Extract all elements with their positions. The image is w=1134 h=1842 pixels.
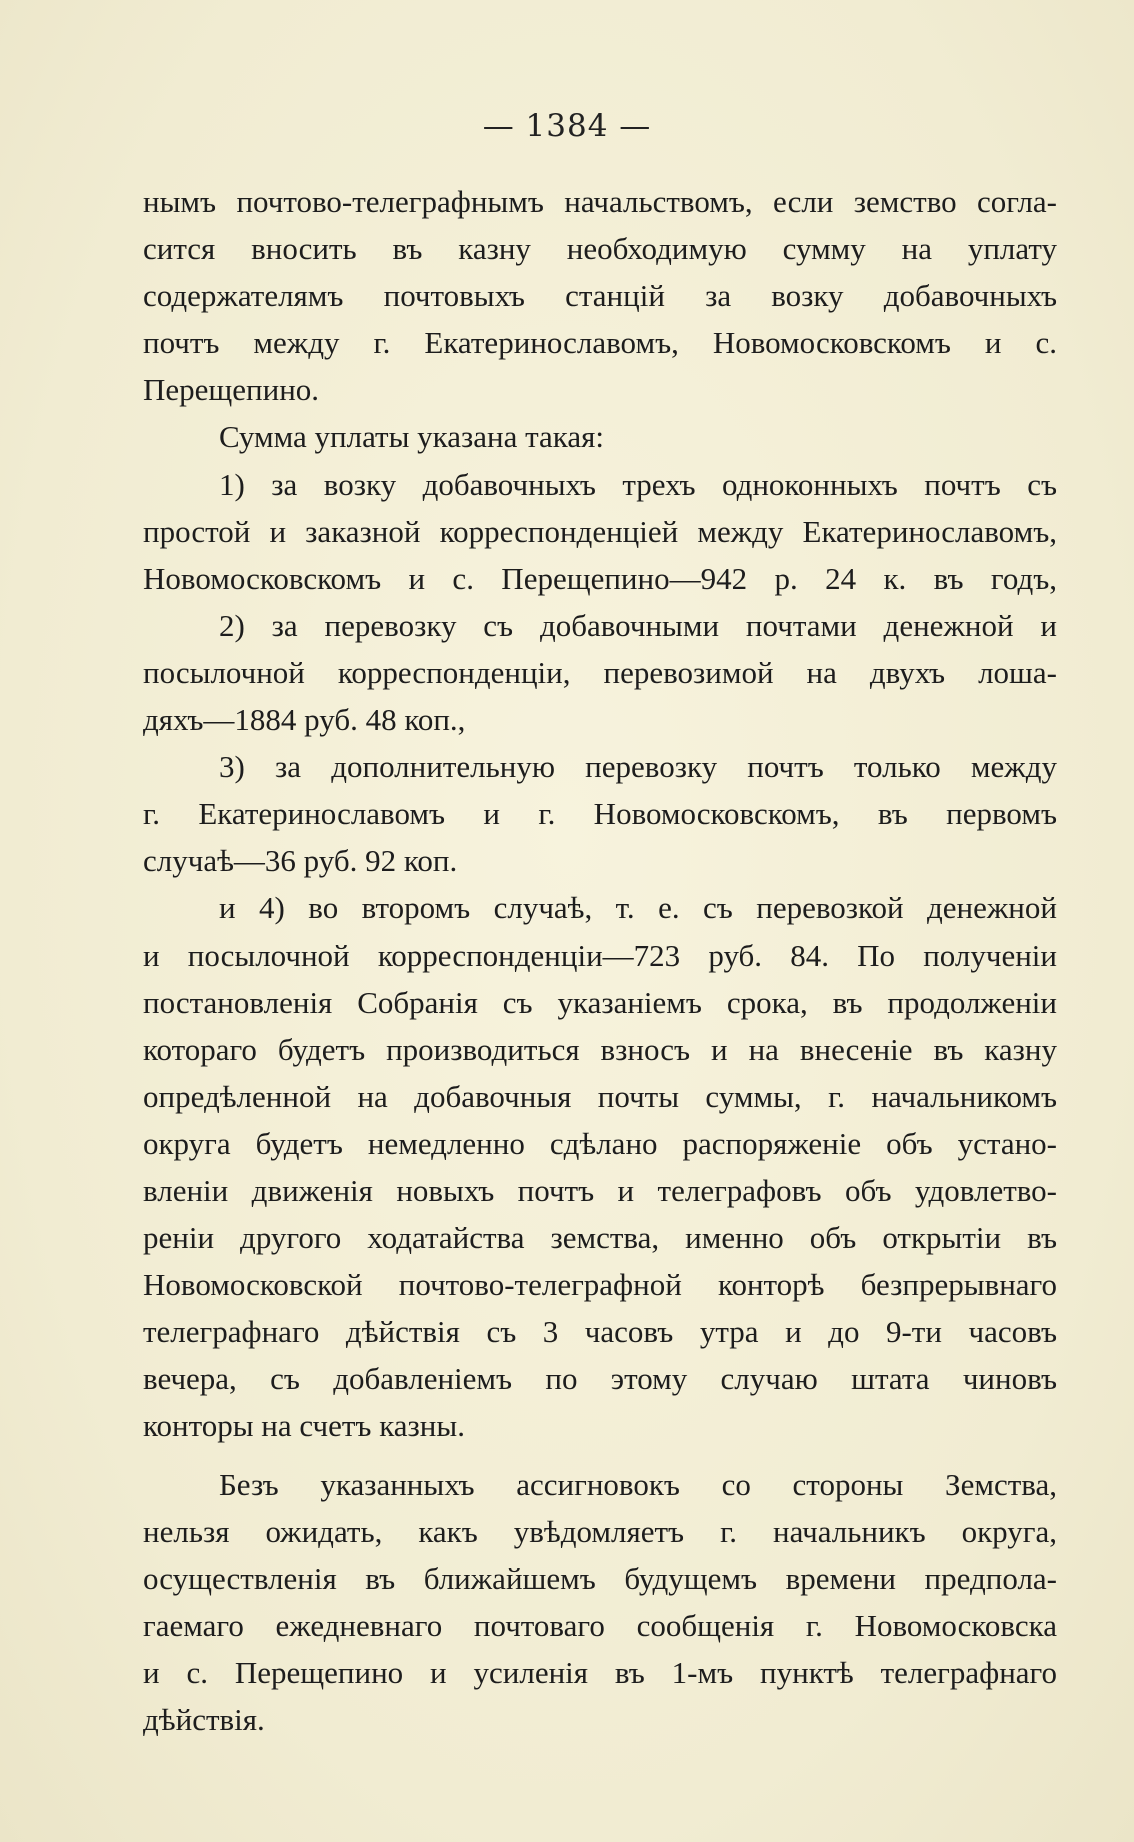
- text-line: опредѣленной на добавочныя почты суммы, г. начальникомъ: [143, 1078, 1057, 1114]
- text-line: случаѣ—36 руб. 92 коп.: [143, 843, 458, 879]
- text-line: 2) за перевозку съ добавочными почтами денежной и: [219, 607, 1057, 643]
- text-line: почтъ между г. Екатеринославомъ, Новомосковскомъ и с.: [143, 325, 1057, 361]
- text-line: конторы на счетъ казны.: [143, 1408, 465, 1444]
- text-line: и 4) во второмъ случаѣ, т. е. съ перевозкой денежной: [219, 890, 1057, 926]
- text-line: дѣйствія.: [143, 1702, 265, 1737]
- text-line: Безъ указанныхъ ассигновокъ со стороны Земства,: [219, 1466, 1057, 1502]
- text-line: округа будетъ немедленно сдѣлано распоряженіе объ устано-: [143, 1125, 1057, 1161]
- text-line: телеграфнаго дѣйствія съ 3 часовъ утра и до 9-ти часовъ: [143, 1314, 1057, 1350]
- page-number: — 1384 —: [482, 108, 652, 144]
- text-line: Сумма уплаты указана такая:: [219, 419, 605, 455]
- text-line: Перещепино.: [143, 372, 320, 408]
- text-line: Новомосковскомъ и с. Перещепино—942 р. 24 к. въ годъ,: [143, 560, 1057, 596]
- text-line: 3) за дополнительную перевозку почтъ только между: [219, 749, 1057, 785]
- text-line: вленіи движенія новыхъ почтъ и телеграфовъ объ удовлетво-: [143, 1172, 1057, 1208]
- text-line: Новомосковской почтово-телеграфной конторѣ безпрерывнаго: [143, 1267, 1057, 1303]
- text-line: сится вносить въ казну необходимую сумму на уплату: [143, 231, 1057, 267]
- text-line: простой и заказной корреспонденціей между Екатеринославомъ,: [143, 513, 1057, 549]
- text-line: содержателямъ почтовыхъ станцій за возку добавочныхъ: [143, 278, 1057, 314]
- text-line: нымъ почтово-телеграфнымъ начальствомъ, если земство согла-: [143, 184, 1057, 219]
- text-line: посылочной корреспонденціи, перевозимой на двухъ лоша-: [143, 654, 1057, 690]
- text-line: осуществленія въ ближайшемъ будущемъ времени предпола-: [143, 1560, 1057, 1596]
- text-line: дяхъ—1884 руб. 48 коп.,: [143, 702, 466, 738]
- text-line: постановленія Собранія съ указаніемъ срока, въ продолженіи: [143, 984, 1057, 1020]
- text-line: реніи другого ходатайства земства, именно объ открытіи въ: [143, 1220, 1057, 1256]
- text-line: 1) за возку добавочныхъ трехъ одноконныхъ почтъ съ: [219, 466, 1057, 502]
- paragraph-gap: [143, 1450, 1057, 1461]
- text-line: гаемаго ежедневнаго почтоваго сообщенія г. Новомосковска: [143, 1607, 1057, 1643]
- text-line: котораго будетъ производиться взносъ и на внесеніе въ казну: [143, 1031, 1057, 1067]
- text-line: и с. Перещепино и усиленія въ 1-мъ пунктѣ телеграфнаго: [143, 1654, 1057, 1690]
- text-line: вечера, съ добавленіемъ по этому случаю штата чиновъ: [143, 1361, 1057, 1397]
- text-line: и посылочной корреспонденціи—723 руб. 84. По полученіи: [143, 937, 1057, 973]
- text-line: нельзя ожидать, какъ увѣдомляетъ г. начальникъ округа,: [143, 1513, 1057, 1549]
- text-line: г. Екатеринославомъ и г. Новомосковскомъ, въ первомъ: [143, 796, 1057, 832]
- body-text: [143, 178, 1057, 1743]
